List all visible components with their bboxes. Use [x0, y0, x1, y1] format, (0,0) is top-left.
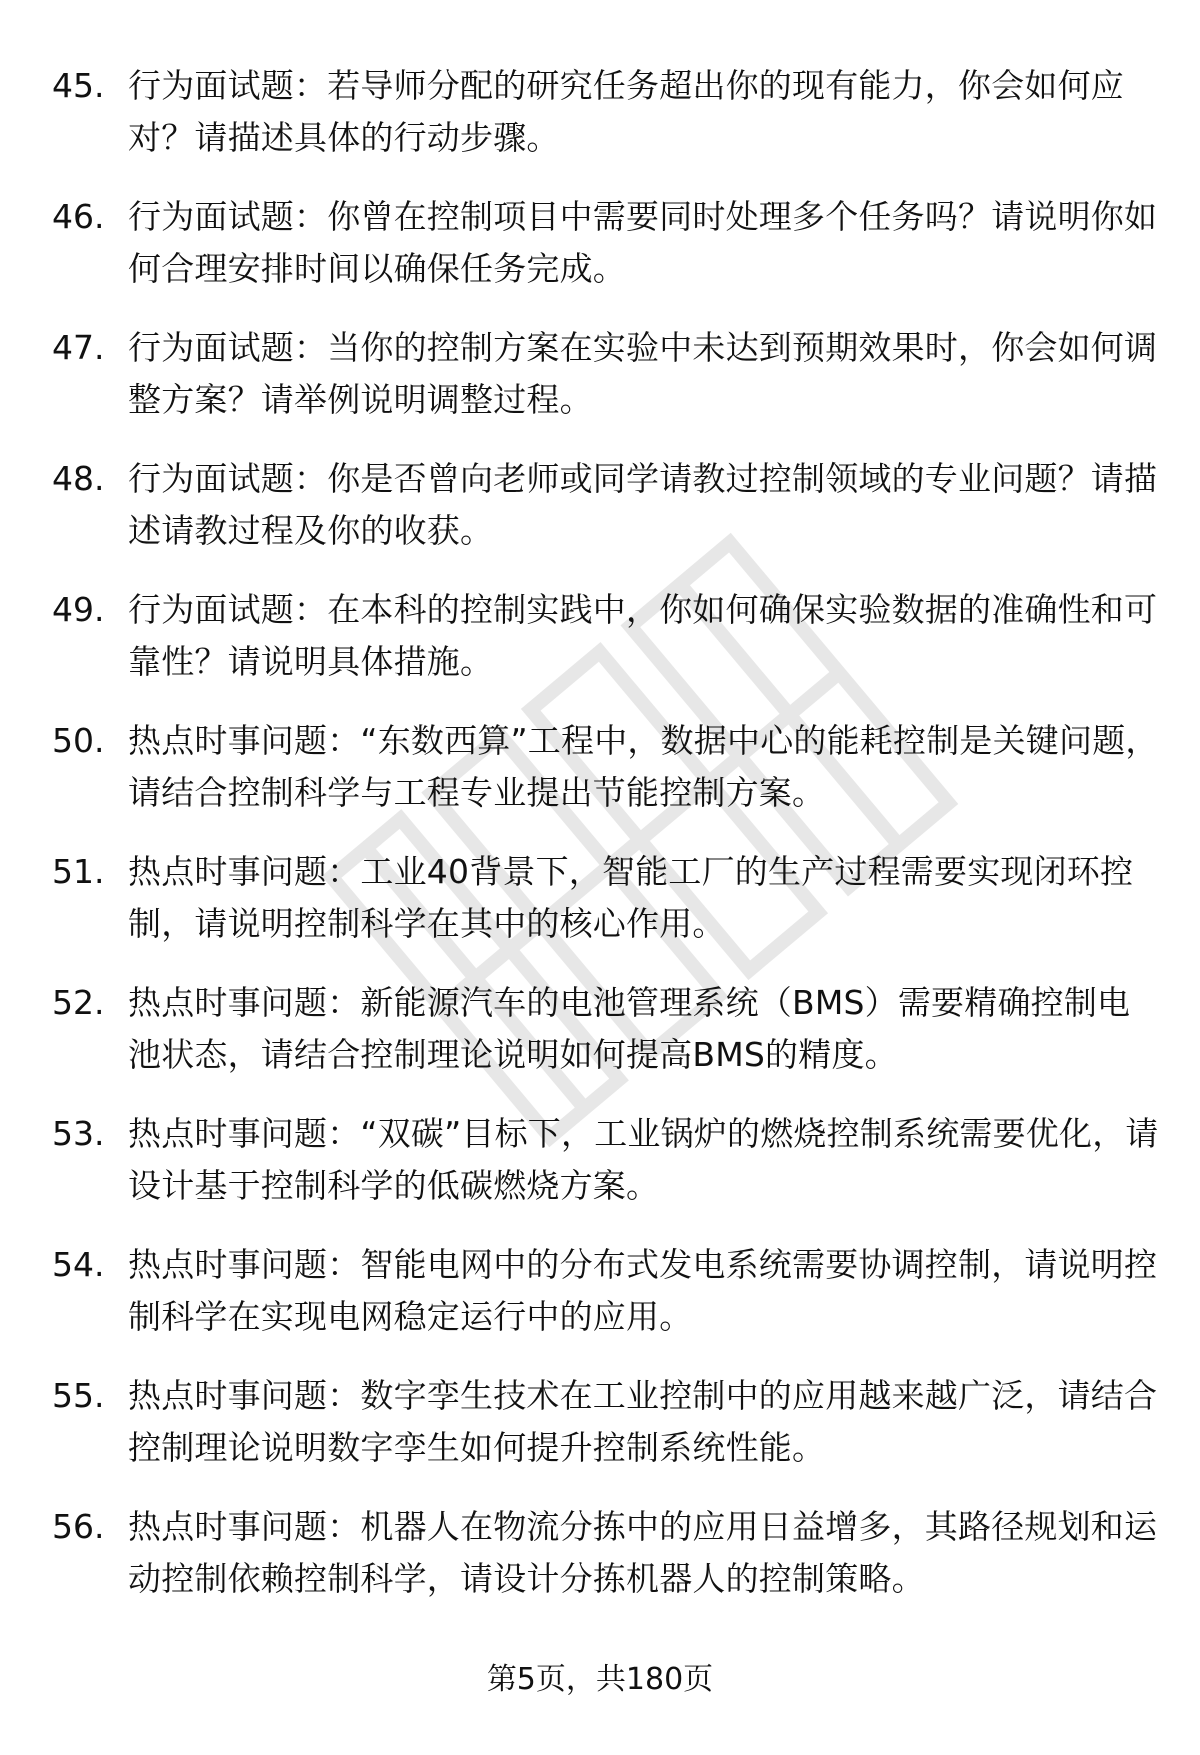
list-item: [52, 453, 1162, 584]
question-text: 行为面试题：在本科的控制实践中，你如何确保实验数据的准确性和可靠性？请说明具体措施。: [128, 590, 1158, 681]
question-number: 45.: [52, 66, 105, 105]
question-text: 行为面试题：你曾在控制项目中需要同时处理多个任务吗？请说明你如何合理安排时间以确保任务完成。: [128, 197, 1158, 288]
page-footer: 第5页，共180页: [486, 1662, 714, 1697]
list-item: [52, 715, 1162, 846]
question-number: 52.: [52, 983, 105, 1022]
question-text: 热点时事问题：新能源汽车的电池管理系统（BMS）需要精确控制电池状态，请结合控制理论说明如何提高BMS的精度。: [128, 983, 1131, 1074]
list-item: [52, 977, 1162, 1108]
list-item: [52, 584, 1162, 715]
question-text: 行为面试题：当你的控制方案在实验中未达到预期效果时，你会如何调整方案？请举例说明调整过程。: [128, 328, 1158, 419]
list-item: [52, 191, 1162, 322]
list-item: [52, 1501, 1162, 1632]
question-number: 48.: [52, 459, 105, 498]
question-number: 47.: [52, 328, 105, 367]
list-item: [52, 60, 1162, 191]
question-text: 热点时事问题：智能电网中的分布式发电系统需要协调控制，请说明控制科学在实现电网稳定运行中的应用。: [128, 1245, 1158, 1336]
question-number: 49.: [52, 590, 105, 629]
list-item: [52, 1370, 1162, 1501]
list-item: [52, 846, 1162, 977]
question-number: 56.: [52, 1507, 105, 1546]
question-number: 46.: [52, 197, 105, 236]
question-text: 行为面试题：若导师分配的研究任务超出你的现有能力，你会如何应对？请描述具体的行动步骤。: [128, 66, 1124, 157]
question-list: [52, 60, 1162, 1632]
question-number: 53.: [52, 1114, 105, 1153]
question-text: 热点时事问题：工业40背景下，智能工厂的生产过程需要实现闭环控制，请说明控制科学在其中的核心作用。: [128, 852, 1134, 943]
question-number: 54.: [52, 1245, 105, 1284]
question-number: 55.: [52, 1376, 105, 1415]
question-number: 51.: [52, 852, 105, 891]
question-text: 行为面试题：你是否曾向老师或同学请教过控制领域的专业问题？请描述请教过程及你的收获。: [128, 459, 1158, 550]
question-number: 50.: [52, 721, 105, 760]
question-text: 热点时事问题：数字孪生技术在工业控制中的应用越来越广泛，请结合控制理论说明数字孪生如何提升控制系统性能。: [128, 1376, 1158, 1467]
list-item: [52, 322, 1162, 453]
question-text: 热点时事问题：“东数西算”工程中，数据中心的能耗控制是关键问题，请结合控制科学与工程专业提出节能控制方案。: [128, 721, 1159, 812]
question-text: 热点时事问题：“双碳”目标下，工业锅炉的燃烧控制系统需要优化，请设计基于控制科学的低碳燃烧方案。: [128, 1114, 1159, 1205]
list-item: [52, 1239, 1162, 1370]
question-text: 热点时事问题：机器人在物流分拣中的应用日益增多，其路径规划和运动控制依赖控制科学，请设计分拣机器人的控制策略。: [128, 1507, 1158, 1598]
list-item: [52, 1108, 1162, 1239]
